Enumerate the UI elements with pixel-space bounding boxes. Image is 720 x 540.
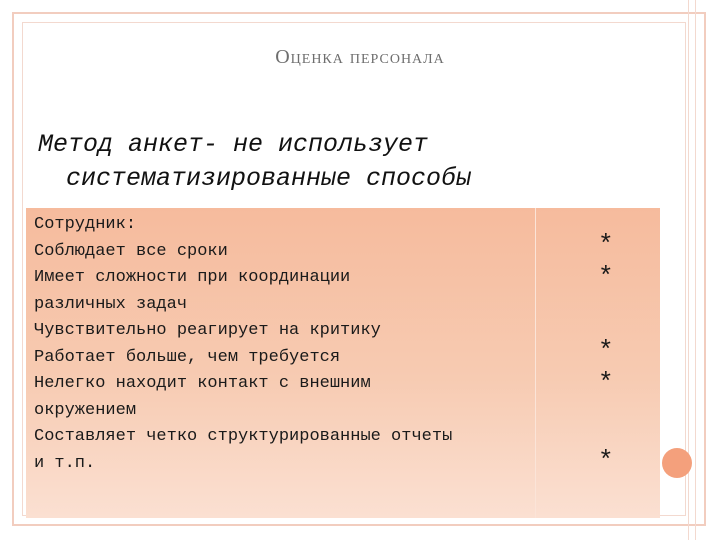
asterisk-mark: * — [598, 262, 614, 292]
statement-line: Составляет четко структурированные отчеты — [34, 427, 453, 446]
statement-line: различных задач — [34, 294, 188, 314]
asterisk-mark: * — [598, 446, 614, 476]
slide-subtitle — [38, 128, 678, 196]
statement-line: Имеет сложности при координации — [34, 268, 351, 287]
statement-header: Сотрудник: — [34, 215, 137, 234]
asterisk-mark: * — [598, 368, 614, 398]
statement-line: и т.п. — [34, 453, 96, 473]
asterisk-mark: * — [598, 336, 614, 366]
accent-circle — [662, 448, 692, 478]
statement-line: окружением — [34, 400, 137, 420]
questionnaire-table — [26, 208, 660, 518]
statement-line: Работает больше, чем требуется — [34, 347, 341, 367]
statement-line: Чувствительно реагирует на критику — [34, 321, 381, 340]
marks-cell — [536, 208, 660, 518]
statement-line: Соблюдает все сроки — [34, 241, 228, 261]
slide-title: Оценка персонала — [275, 46, 445, 68]
subtitle-line-1: Метод анкет- не использует — [38, 130, 429, 159]
asterisk-mark: * — [598, 230, 614, 260]
statements-cell — [26, 208, 536, 518]
subtitle-line-2: систематизированные способы — [66, 164, 472, 193]
statement-line: Нелегко находит контакт с внешним — [34, 374, 371, 393]
